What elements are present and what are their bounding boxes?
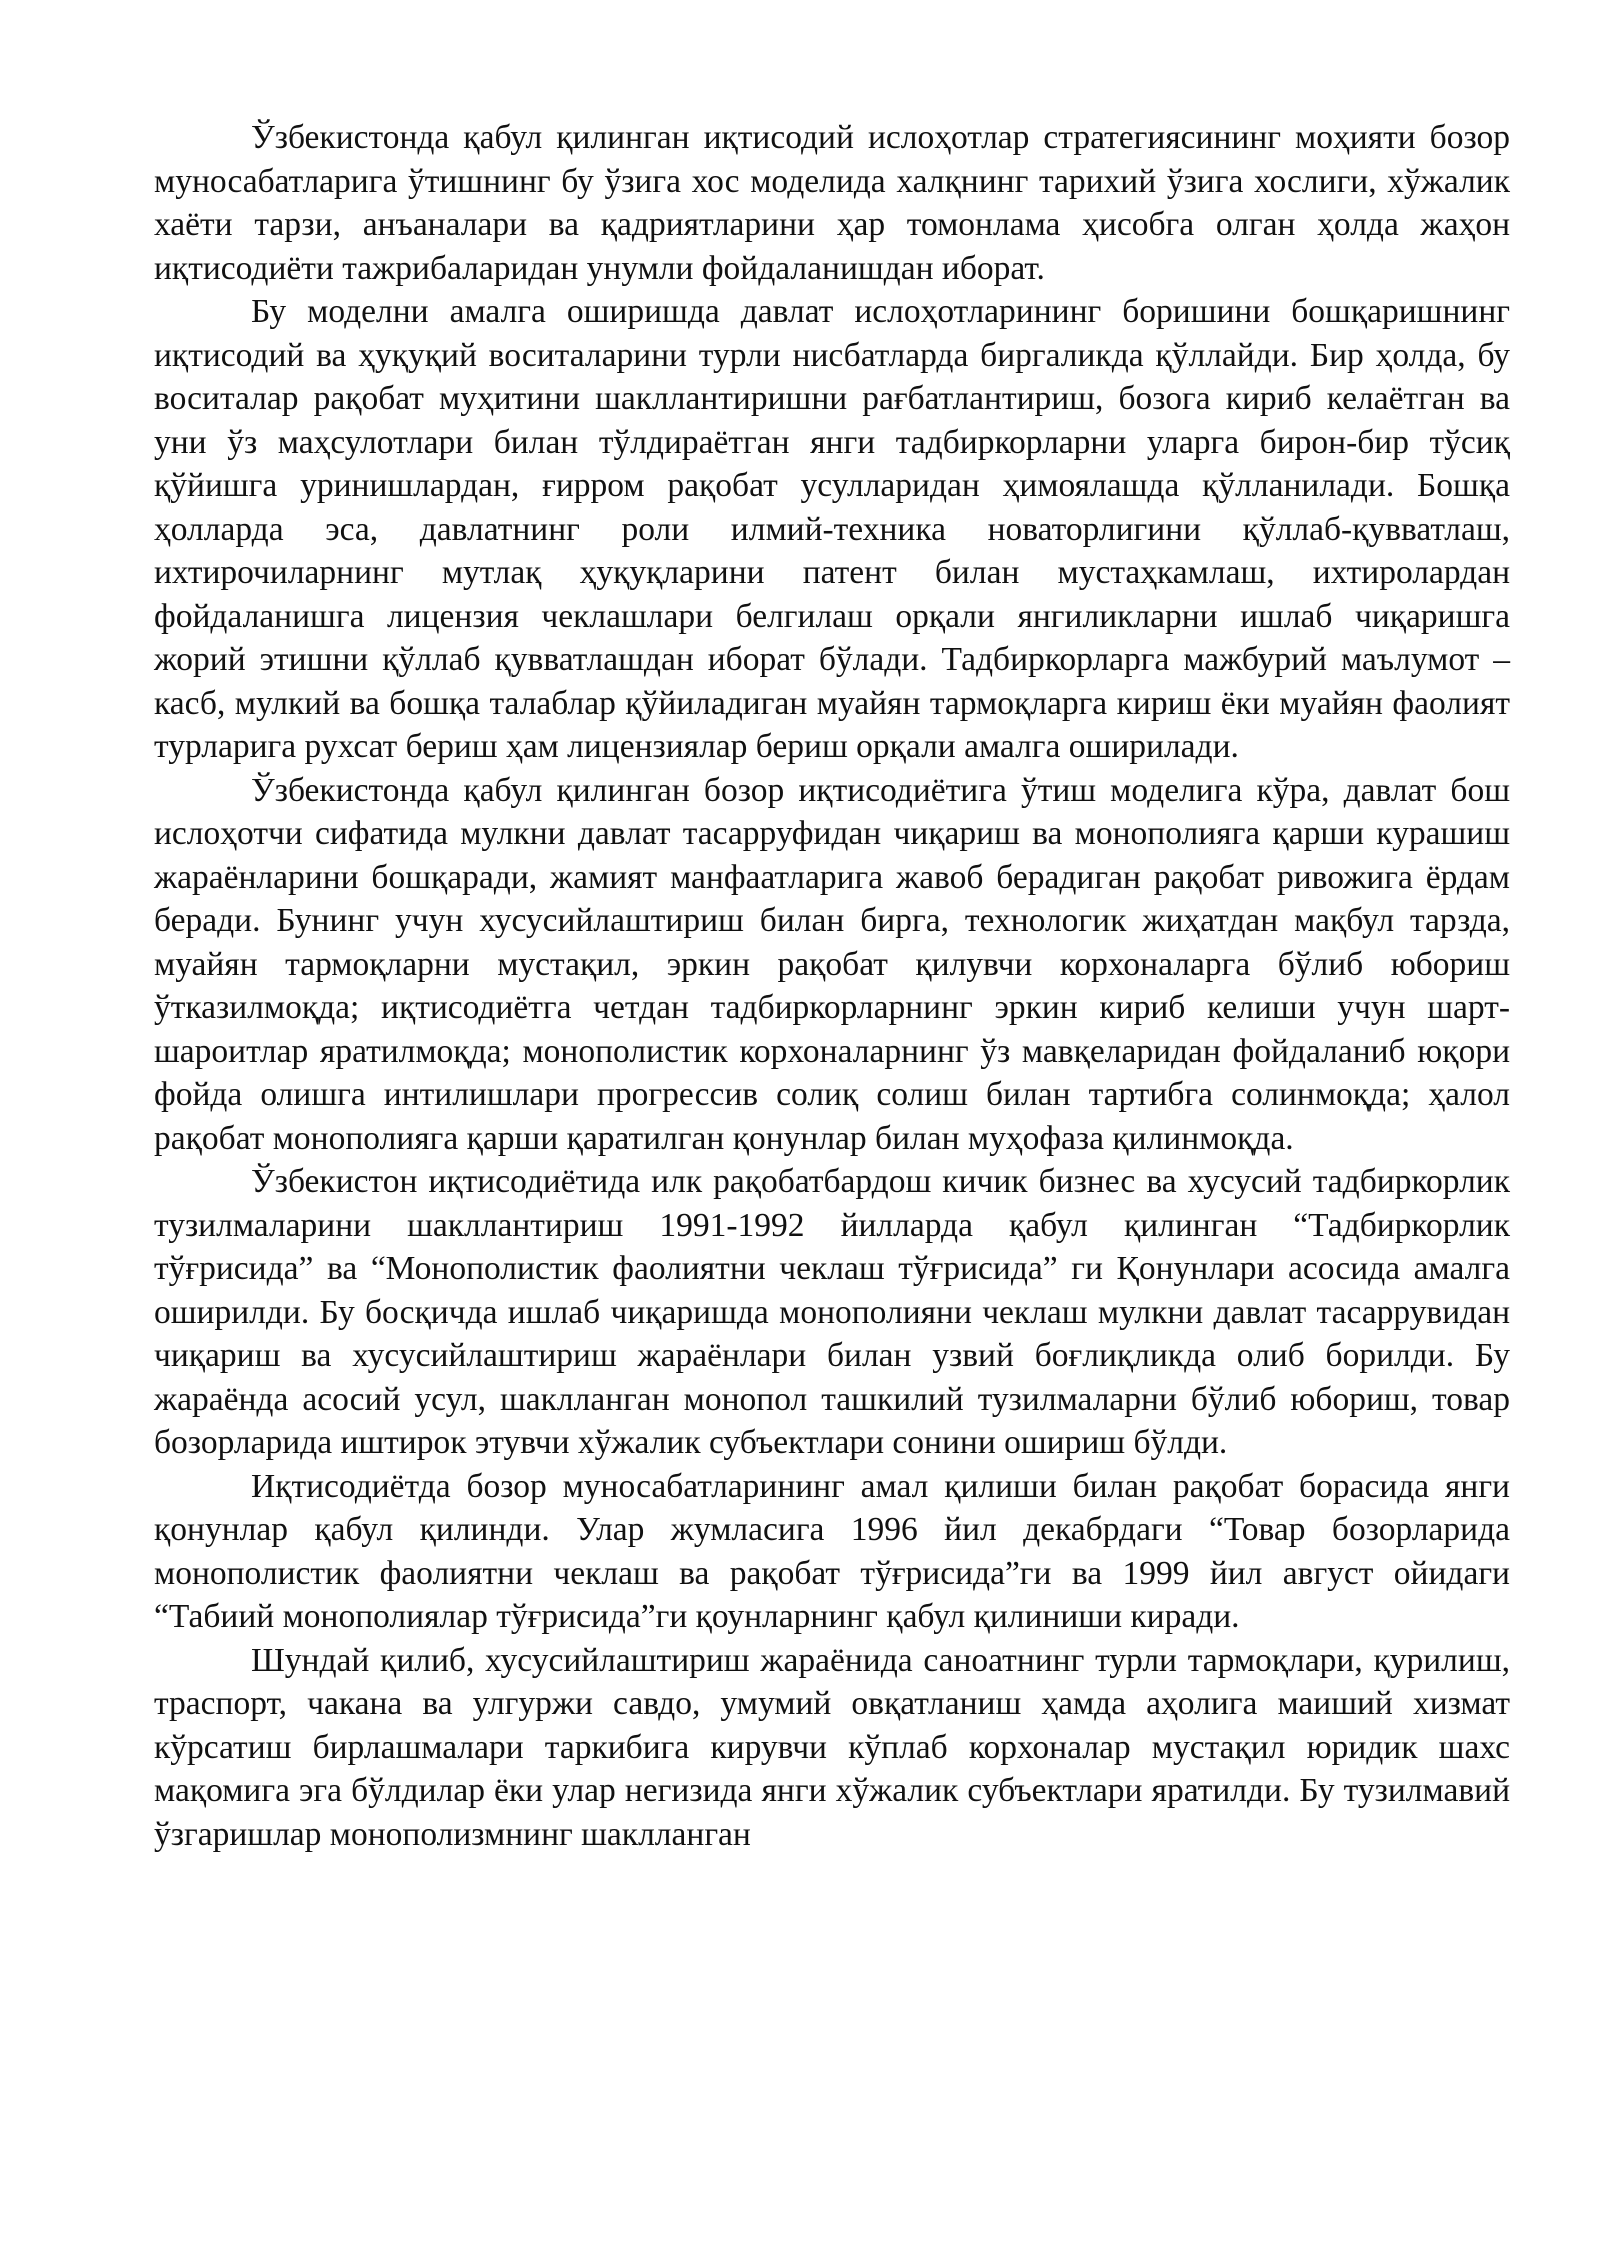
- paragraph-4: Ўзбекистон иқтисодиётида илк рақобатбардош кичик бизнес ва хусусий тадбиркорлик тузилмаларини шакллантириш 1991-1992 йилларда қабул қилинган “Тадбиркорлик тўғрисида” ва “Монополистик фаолиятни чеклаш тўғрисида” ги Қонунлари асосида амалга оширилди. Бу босқичда ишлаб чиқаришда монополияни чеклаш мулкни давлат тасаррувидан чиқариш ва хусусийлаштириш жараёнлари билан узвий боғлиқликда олиб борилди. Бу жараёнда асосий усул, шаклланган монопол ташкилий тузилмаларни бўлиб юбориш, товар бозорларида иштирок этувчи хўжалик субъектлари сонини ошириш бўлди.: [154, 1163, 1510, 1461]
- paragraph-1: Ўзбекистонда қабул қилинган иқтисодий ислоҳотлар стратегиясининг моҳияти бозор муносабатларига ўтишнинг бу ўзига хос моделида халқнинг тарихий ўзига хослиги, хўжалик хаёти тарзи, анъаналари ва қадриятларини ҳар томонлама ҳисобга олган ҳолда жаҳон иқтисодиёти тажрибаларидан унумли фойдаланишдан иборат.: [154, 119, 1510, 287]
- document-body: [154, 116, 1510, 1856]
- paragraph-2: Бу моделни амалга оширишда давлат ислоҳотларининг боришини бошқаришнинг иқтисодий ва ҳуқуқий воситаларини турли нисбатларда биргаликда қўллайди. Бир ҳолда, бу воситалар рақобат муҳитини шакллантиришни рағбатлантириш, бозога кириб келаётган ва уни ўз маҳсулотлари билан тўлдираётган янги тадбиркорларни уларга бирон-бир тўсиқ қўйишга уринишлардан, ғирром рақобат усулларидан ҳимоялашда қўлланилади. Бошқа ҳолларда эса, давлатнинг роли илмий-техника новаторлигини қўллаб-қувватлаш, ихтирочиларнинг мутлақ ҳуқуқларини патент билан мустаҳкамлаш, ихтиролардан фойдаланишга лицензия чеклашлари белгилаш орқали янгиликларни ишлаб чиқаришга жорий этишни қўллаб қувватлашдан иборат бўлади. Тадбиркорларга мажбурий маълумот – касб, мулкий ва бошқа талаблар қўйиладиган муайян тармоқларга кириш ёки муайян фаолият турларига рухсат бериш ҳам лицензиялар бериш орқали амалга оширилади.: [154, 293, 1510, 765]
- paragraph-5: Иқтисодиётда бозор муносабатларининг амал қилиши билан рақобат борасида янги қонунлар қабул қилинди. Улар жумласига 1996 йил декабрдаги “Товар бозорларида монополистик фаолиятни чеклаш ва рақобат тўғрисида”ги ва 1999 йил август ойидаги “Табиий монополиялар тўғрисида”ги қоунларнинг қабул қилиниши киради.: [154, 1467, 1510, 1635]
- paragraph-6: Шундай қилиб, хусусийлаштириш жараёнида саноатнинг турли тармоқлари, қурилиш, траспорт, чакана ва улгуржи савдо, умумий овқатланиш ҳамда аҳолига маиший хизмат кўрсатиш бирлашмалари таркибига кирувчи кўплаб корхоналар мустақил юридик шахс мақомига эга бўлдилар ёки улар негизида янги хўжалик субъектлари яратилди. Бу тузилмавий ўзгаришлар монополизмнинг шаклланган: [154, 1641, 1510, 1853]
- paragraph-3: Ўзбекистонда қабул қилинган бозор иқтисодиётига ўтиш моделига кўра, давлат бош ислоҳотчи сифатида мулкни давлат тасарруфидан чиқариш ва монополияга қарши курашиш жараёнларини бошқаради, жамият манфаатларига жавоб берадиган рақобат ривожига ёрдам беради. Бунинг учун хусусийлаштириш билан бирга, технологик жиҳатдан мақбул тарзда, муайян тармоқларни мустақил, эркин рақобат қилувчи корхоналарга бўлиб юбориш ўтказилмоқда; иқтисодиётга четдан тадбиркорларнинг эркин кириб келиши учун шарт-шароитлар яратилмоқда; монополистик корхоналарнинг ўз мавқеларидан фойдаланиб юқори фойда олишга интилишлари прогрессив солиқ солиш билан тартибга солинмоқда; ҳалол рақобат монополияга қарши қаратилган қонунлар билан муҳофаза қилинмоқда.: [154, 771, 1510, 1157]
